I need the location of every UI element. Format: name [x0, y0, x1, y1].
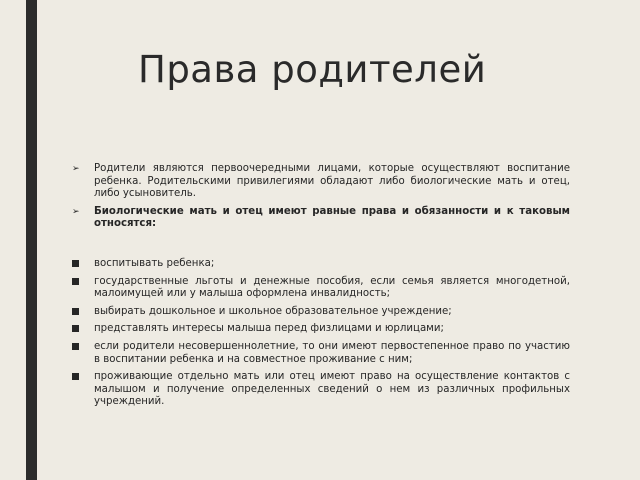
list-item-text: проживающие отдельно мать или отец имеют право на осуществление контактов с малышом и получение определенных сведений о нем из различных профильных учреждений.: [94, 371, 570, 408]
list-item: [72, 206, 570, 231]
square-bullet-icon: [72, 373, 79, 380]
list-item: [72, 341, 570, 366]
square-bullet-list: [72, 258, 570, 409]
list-item: [72, 276, 570, 301]
arrow-bullet-icon: ➢: [72, 164, 80, 174]
square-bullet-icon: [72, 260, 79, 267]
list-item-text: выбирать дошкольное и школьное образовательное учреждение;: [94, 305, 452, 317]
list-item-text: Биологические мать и отец имеют равные права и обязанности и к таковым относятся:: [94, 205, 570, 230]
list-item-text: представлять интересы малыша перед физлицами и юрлицами;: [94, 323, 444, 335]
square-bullet-icon: [72, 308, 79, 315]
list-item-text: воспитывать ребенка;: [94, 257, 215, 269]
list-item-text: государственные льготы и денежные пособия, если семья является многодетной, малоимущей или у малыша оформлена инвалидность;: [94, 275, 570, 300]
arrow-bullet-list: [72, 163, 570, 231]
list-item: [72, 323, 570, 336]
square-bullet-icon: [72, 278, 79, 285]
list-item-text: если родители несовершеннолетние, то они имеют первостепенное право по участию в воспитании ребенка и на совместное проживание с ним;: [94, 340, 570, 365]
slide-title: Права родителей: [138, 48, 487, 91]
list-item: [72, 163, 570, 201]
list-item-text: Родители являются первоочередными лицами, которые осуществляют воспитание ребенка. Родительскими привилегиями обладают либо биологические мать и отец, либо усыновитель.: [94, 163, 570, 200]
arrow-bullet-icon: ➢: [72, 206, 80, 217]
slide-content: [72, 163, 570, 414]
square-bullet-icon: [72, 325, 79, 332]
left-accent-bar: [26, 0, 37, 480]
list-item: [72, 306, 570, 319]
spacer: [72, 236, 570, 258]
list-item: [72, 371, 570, 409]
list-item: [72, 258, 570, 271]
square-bullet-icon: [72, 343, 79, 350]
